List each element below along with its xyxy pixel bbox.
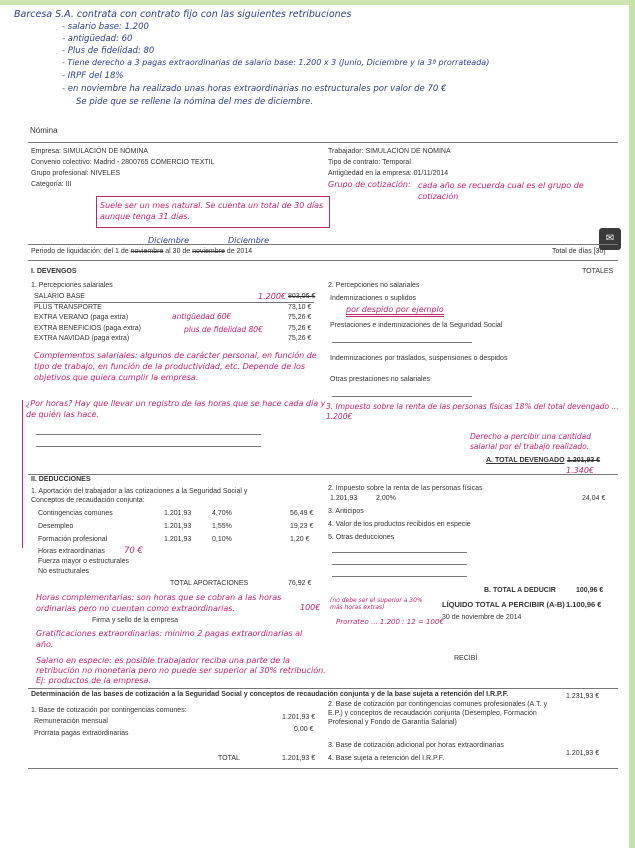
rule [28,474,618,475]
aportacion-title: Conceptos de recaudación conjunta: [31,497,145,504]
total-devengado-hand: 1.340€ [566,466,594,475]
remuneracion-label: Remuneración mensual [34,718,108,725]
rule [28,260,618,261]
liquido-label: LÍQUIDO TOTAL A PERCIBIR (A-B) [442,600,565,609]
devengo-label: EXTRA NAVIDAD (paga extra) [34,335,130,342]
blank-line [332,396,472,397]
note-line: Se pide que se rellene la nómina del mes de diciembre. [76,97,314,107]
irpf-value: 24,04 € [582,495,606,502]
note-line: - salario base: 1.200 [62,22,149,32]
deduccion-value: 19,23 € [290,523,314,530]
blank-line [332,552,467,553]
horas-complementarias-note: Horas complementarias: son horas que se cobran a las horas ordinarias pero no cuentan como extraordinarias. [36,593,282,613]
periodo-month: noviembre [192,248,225,255]
bases-title: Determinación de las bases de cotización a la Seguridad Social y conceptos de recaudación conjunta y de la base sujeta a retención del I.R.P.F. [31,691,509,698]
nosal-item: Indemnizaciones o suplidos [330,295,416,302]
complementos-note: Complementos salariales: algunos de carácter personal, en función de tipo de trabajo, en función de la productividad, etc. Depende de los objetivos que quiera cumplir la empresa. [34,351,317,382]
paper-edge-top [0,0,635,5]
devengo-value: 73,10 € [288,303,312,311]
base-irpf-value: 1.201,93 € [566,750,600,757]
bases-total-value: 1.201,93 € [282,755,316,762]
recibi: RECIBÍ [454,655,478,662]
empresa-field: Empresa: SIMULACIÓN DE NÓMINA [31,148,149,155]
firma-empresa: Firma y sello de la empresa [92,617,178,624]
percepciones-salariales: 1. Percepciones salariales [31,282,113,289]
devengos-header: I. DEVENGOS [31,268,77,275]
note-line: - en noviembre ha realizado unas horas extraordinarias no estructurales por valor de 70 € [62,84,447,94]
horas-extra-hand: 70 € [124,546,143,556]
rule [28,688,618,689]
rule [28,244,618,245]
grupo-cotizacion-label: Grupo de cotización: [328,180,411,189]
derecho-note: Derecho a percibir una cantidad salarial por el trabajo realizado. [470,432,591,451]
periodo-liquidacion: Periodo de liquidación: del 1 de noviembre al 30 de noviembre de 2014 [31,248,253,255]
blank-line [332,564,467,565]
blank-line [36,446,261,447]
deduccion-base: 1.201,93 [164,510,192,517]
total-deducir-label: B. TOTAL A DEDUCIR [484,587,556,594]
totales-header: TOTALES [582,268,614,275]
month-correction: Diciembre [228,236,270,245]
salario-especie-note: Salario en especie: es posible trabajador reciba una parte de la retribución no monetaria pero no puede ser superior al 30% retribución. Ej: productos de la empresa. [36,656,326,685]
blank-line [332,576,467,577]
trabajador-field: Trabajador: SIMULACIÓN DE NÓMINA [328,148,451,155]
deducciones-header: II. DEDUCCIONES [31,476,91,483]
rule [34,302,314,303]
blank-line [332,342,472,343]
bases-total-label: TOTAL [218,755,240,762]
categoria-field: Categoría: III [31,181,72,188]
deduccion-value: 1,20 € [290,536,310,543]
deduccion-base: 1.201,93 [164,523,192,530]
month-correction: Diciembre [148,236,190,245]
prorrata-value: 0,00 € [294,726,314,733]
grupo-field: Grupo profesional: NIVELES [31,170,121,177]
note-line: - IRPF del 18% [62,71,124,81]
total-dias: Total de días [30] [552,248,606,255]
liquido-value: 1.100,96 € [566,600,602,609]
devengo-label: EXTRA VERANO (paga extra) [34,314,129,321]
horas-complementarias-value: 100€ [300,603,321,612]
prorrateo-note: Prorrateo ... 1.200 : 12 = 100€ [336,618,444,626]
bracket-line [22,400,23,548]
irpf-note: 3. Impuesto sobre la renta de las personas físicas 18% del total devengado ... 1.200€ [326,402,619,421]
base-cc-label: 1. Base de cotización por contingencias comunes: [31,707,187,714]
devengo-label: EXTRA BENEFICIOS (paga extra) [34,324,141,332]
paper-edge-right [629,0,635,848]
devengo-value: 75,26 € [288,324,312,332]
total-aportaciones-value: 76,92 € [288,580,312,587]
aportacion-title: 1. Aportación del trabajador a las cotizaciones a la Seguridad Social y [31,488,248,495]
blank-line [36,434,261,435]
devengo-value: 803,06 € [288,293,316,300]
horas-note: ¿Por horas? Hay que llevar un registro de las horas que se hace cada día y de quién las hace. [26,399,326,419]
remuneracion-value: 1.201,93 € [282,714,316,721]
nosal-item: Otras prestaciones no salariales [330,376,430,383]
base-at-ep-label: 2. Base de cotización por contingencias comunes profesionales (A.T. y E.P.) y conceptos de recaudación conjunta (Desempleo, Formación Profesional y Fondo de Garantía Salarial) [328,701,548,726]
base-horas-extra-label: 3. Base de cotización adicional por horas extraordinarias [328,742,504,749]
nosal-item: Prestaciones e indemnizaciones de la Seguridad Social [330,322,503,329]
deduccion-pct: 4,70% [212,510,232,517]
deduccion-label: Desempleo [38,523,74,530]
fuerza-mayor-label: Fuerza mayor o estructurales [38,558,130,565]
deduccion-pct: 1,55% [212,523,232,530]
gratificaciones-note: Gratificaciones extraordinarias: mínimo 2 pagas extraordinarias al año. [36,629,303,649]
no-estructurales-label: No estructurales [38,568,89,575]
deduccion-label: Contingencias comunes [38,510,113,517]
devengo-hand-value: 1.200€ [258,292,286,301]
antiguedad-field: Antigüedad en la empresa: 01/11/2014 [328,170,449,177]
anticipos-label: 3. Anticipos [328,508,364,515]
irpf-pct: 2,00% [376,495,396,502]
mes-natural-note: Suele ser un mes natural. Se cuenta un total de 30 días aunque tenga 31 días. [100,201,324,221]
devengo-value: 75,26 € [288,314,312,321]
note-line: - Tiene derecho a 3 pagas extraordinarias de salario base: 1.200 x 3 (Junio, Diciembre y la 3ª prorrateada) [62,58,490,67]
despido-note: por despido por ejemplo [346,305,444,317]
grupo-cotizacion-note: cada año se recuerda cual es el grupo de cotización [418,181,584,201]
total-aportaciones-label: TOTAL APORTACIONES [170,580,249,587]
deduccion-base: 1.201,93 [164,536,192,543]
percepciones-no-salariales: 2. Percepciones no salariales [328,282,420,289]
antiguedad-note: antigüedad 60€ [172,312,232,321]
total-devengado-label: A. TOTAL DEVENGADO [486,457,565,464]
note-box [96,196,330,228]
prorrata-label: Prorrata pagas extraordinarias [34,730,129,737]
deduccion-pct: 0,10% [212,536,232,543]
note-line: - Plus de fidelidad: 80 [62,46,155,56]
document-title: Nómina [30,126,58,135]
nosal-item: Indemnizaciones por traslados, suspensiones o despidos [330,355,508,362]
base-at-ep-value: 1.231,93 € [566,693,600,700]
plus-fidelidad-note: plus de fidelidad 80€ [184,325,263,334]
tipo-contrato-field: Tipo de contrato: Temporal [328,159,411,166]
convenio-field: Convenio colectivo: Madrid - 2800765 COMERCIO TEXTIL [31,159,215,166]
rule [28,142,618,143]
irpf-label: 2. Impuesto sobre la renta de las personas físicas [328,485,483,492]
small-note: (no debe ser el superior a 30% más horas extras) [330,597,423,611]
horas-extra-label: Horas extraordinarias [38,548,105,555]
note-line: Barcesa S.A. contrata con contrato fijo con las siguientes retribuciones [14,9,352,20]
deduccion-label: Formación profesional [38,536,108,543]
total-devengado-value: 1.201,93 € [567,457,601,464]
mail-icon[interactable]: ✉ [599,228,621,250]
deduccion-value: 56,49 € [290,510,314,517]
periodo-month: noviembre [130,248,164,255]
note-line: - antigüedad: 60 [62,34,133,44]
fecha: 30 de noviembre de 2014 [442,614,522,621]
total-deducir-value: 100,96 € [576,587,604,594]
otras-deducciones-label: 5. Otras deducciones [328,534,395,541]
base-irpf-label: 4. Base sujeta a retención del I.R.P.F. [328,755,445,762]
devengo-value: 75,26 € [288,335,312,342]
devengo-label: PLUS TRANSPORTE [34,303,102,311]
devengo-label: SALARIO BASE [34,293,85,300]
especie-label: 4. Valor de los productos recibidos en especie [328,521,471,528]
irpf-base: 1.201,93 [330,495,358,502]
rule [28,768,618,769]
